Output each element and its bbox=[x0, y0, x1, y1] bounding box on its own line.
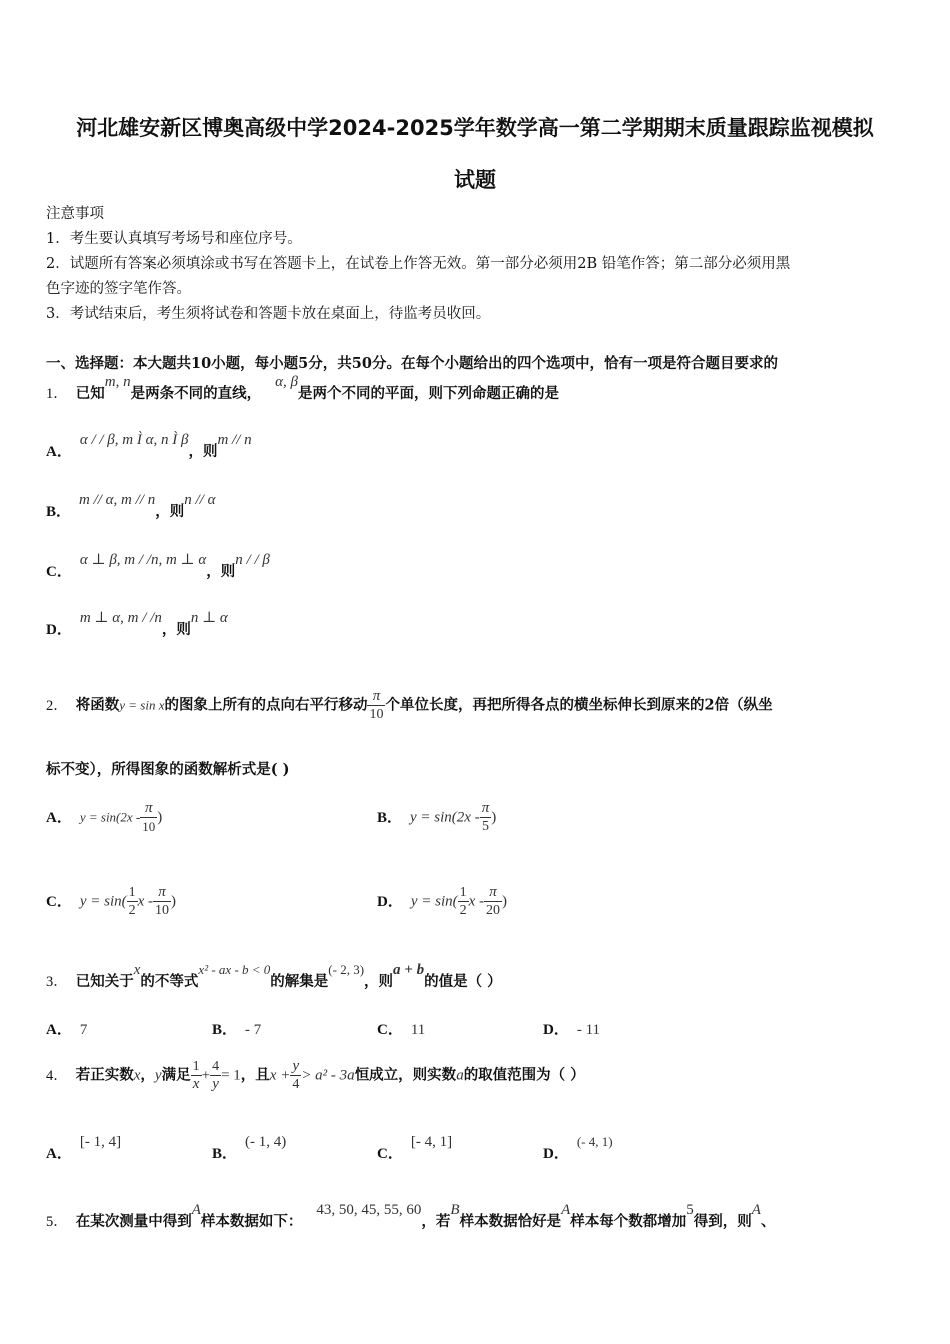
question-text: 是两条不同的直线， bbox=[130, 385, 262, 402]
math-fraction bbox=[458, 884, 469, 919]
question-text: 、 bbox=[760, 1213, 776, 1230]
q3-option-a[interactable] bbox=[46, 1018, 87, 1039]
option-label: C． bbox=[377, 1146, 403, 1162]
math-fraction bbox=[153, 884, 171, 919]
note-item-1: 1．考生要认真填写考场号和座位序号。 bbox=[46, 231, 302, 247]
question-number: 5． bbox=[46, 1214, 68, 1230]
math-expr: ) bbox=[491, 809, 497, 826]
question-text: ，且 bbox=[240, 1066, 270, 1084]
q2-option-d[interactable] bbox=[377, 884, 507, 919]
math-expr: x² - ax - b < 0 bbox=[198, 962, 271, 977]
option-label: D． bbox=[543, 1146, 569, 1162]
question-text: 的图象上所有的点向右平行移动 bbox=[164, 696, 368, 714]
math-expr: = 1 bbox=[221, 1067, 241, 1084]
math-expr: 5 bbox=[686, 1202, 694, 1218]
question-text: ，若 bbox=[421, 1213, 451, 1230]
math-expr: x - bbox=[468, 893, 485, 910]
question-text: 是两个不同的平面，则下列命题正确的是 bbox=[297, 385, 559, 402]
option-label: A． bbox=[46, 809, 72, 826]
fraction-denominator: 10 bbox=[142, 819, 156, 834]
fraction-numerator: y bbox=[290, 1058, 301, 1076]
math-fraction bbox=[484, 884, 502, 919]
math-expr: n / / β bbox=[235, 552, 270, 568]
option-label: D． bbox=[46, 622, 72, 638]
fraction-denominator: 10 bbox=[369, 707, 384, 722]
option-value: - 11 bbox=[576, 1022, 601, 1038]
option-value: 7 bbox=[79, 1022, 88, 1038]
option-label: A． bbox=[46, 1022, 72, 1038]
q4-option-a[interactable] bbox=[46, 1134, 122, 1163]
fraction-numerator: 1 bbox=[192, 1059, 200, 1074]
option-label: B． bbox=[212, 1146, 238, 1162]
note-item-2: 2．试题所有答案必须填涂或书写在答题卡上，在试卷上作答无效。第一部分必须用2B 铅笔作答；第二部分必须用黑 bbox=[46, 256, 791, 272]
math-fraction bbox=[210, 1058, 221, 1093]
question-4 bbox=[46, 1058, 585, 1093]
question-text: 的解集是 bbox=[270, 973, 329, 990]
math-expr: n ⊥ α bbox=[190, 610, 228, 626]
q1-option-a[interactable] bbox=[46, 432, 252, 461]
fraction-numerator: π bbox=[481, 800, 490, 816]
math-expr: m // α, m // n bbox=[79, 492, 156, 508]
fraction-numerator: π bbox=[140, 800, 157, 818]
math-expr: ) bbox=[171, 893, 177, 910]
question-text: 个单位长度，再把所得各点的横坐标伸长到原来的2倍（纵坐 bbox=[385, 696, 773, 714]
question-text: ，则 bbox=[364, 973, 394, 990]
fraction-denominator: y bbox=[212, 1076, 219, 1092]
question-2 bbox=[46, 688, 773, 723]
math-expr: x bbox=[133, 962, 141, 978]
option-text: ，则 bbox=[188, 443, 218, 460]
option-label: C． bbox=[46, 893, 72, 910]
q1-option-d[interactable] bbox=[46, 610, 228, 639]
q4-option-c[interactable] bbox=[377, 1134, 453, 1163]
math-expr: A bbox=[191, 1202, 201, 1218]
option-value: (- 4, 1) bbox=[576, 1134, 613, 1149]
math-expr: > a² - 3a bbox=[301, 1067, 355, 1084]
math-expr: y = sin( bbox=[79, 893, 127, 910]
notes-heading: 注意事项 bbox=[46, 206, 104, 222]
question-text: 将函数 bbox=[75, 696, 120, 714]
q2-option-a[interactable] bbox=[46, 800, 162, 835]
question-3 bbox=[46, 962, 502, 991]
math-fraction bbox=[127, 884, 138, 919]
option-label: C． bbox=[46, 564, 72, 580]
fraction-denominator: x bbox=[192, 1076, 200, 1092]
option-label: B． bbox=[212, 1022, 238, 1038]
math-expr: + bbox=[201, 1067, 211, 1084]
fraction-denominator: 4 bbox=[292, 1077, 300, 1092]
question-text: 已知关于 bbox=[75, 973, 134, 990]
math-expr: x bbox=[133, 1067, 141, 1084]
option-value: [- 4, 1] bbox=[410, 1134, 453, 1150]
question-number: 1． bbox=[46, 386, 68, 402]
math-fraction bbox=[367, 688, 385, 723]
math-expr: α ⊥ β, m / /n, m ⊥ α bbox=[79, 552, 207, 568]
math-expr: ) bbox=[157, 809, 163, 826]
option-label: A． bbox=[46, 1146, 72, 1162]
q1-option-b[interactable] bbox=[46, 492, 216, 521]
math-expr: B bbox=[450, 1202, 460, 1218]
option-label: B． bbox=[46, 504, 72, 520]
math-expr: ) bbox=[502, 893, 508, 910]
math-expr: x - bbox=[137, 893, 154, 910]
question-text: ， bbox=[140, 1066, 155, 1084]
fraction-numerator: 4 bbox=[212, 1059, 220, 1074]
fraction-numerator: π bbox=[484, 884, 502, 902]
q1-option-c[interactable] bbox=[46, 552, 270, 581]
math-expr: y = sin(2x - bbox=[79, 809, 141, 825]
question-number: 3． bbox=[46, 974, 68, 990]
math-expr: A bbox=[751, 1202, 761, 1218]
question-text: 的取值范围为（ ） bbox=[463, 1066, 585, 1084]
question-number: 2． bbox=[46, 697, 68, 714]
question-5 bbox=[46, 1202, 776, 1231]
math-expr: y bbox=[154, 1067, 162, 1084]
math-expr: m // n bbox=[217, 432, 252, 448]
fraction-denominator: 2 bbox=[128, 903, 136, 918]
question-text: 在某次测量中得到 bbox=[75, 1213, 192, 1230]
math-expr: m ⊥ α, m / /n bbox=[79, 610, 162, 626]
option-label: A． bbox=[46, 444, 72, 460]
note-item-3: 3．考试结束后，考生须将试卷和答题卡放在桌面上，待监考员收回。 bbox=[46, 306, 491, 322]
math-expr: a bbox=[456, 1067, 464, 1084]
question-text: 的不等式 bbox=[140, 973, 199, 990]
question-text: 样本数据恰好是 bbox=[459, 1213, 562, 1230]
question-text: 的值是（ ） bbox=[424, 973, 502, 990]
question-text: 满足 bbox=[161, 1066, 191, 1084]
option-text: ，则 bbox=[206, 563, 236, 580]
q2-option-c[interactable] bbox=[46, 884, 176, 919]
option-text: ，则 bbox=[155, 503, 185, 520]
fraction-numerator: π bbox=[367, 688, 385, 706]
option-text: ，则 bbox=[161, 621, 191, 638]
fraction-denominator: 2 bbox=[459, 903, 467, 918]
math-expr: a + b bbox=[393, 962, 425, 978]
math-expr: 43, 50, 45, 55, 60 bbox=[316, 1202, 422, 1218]
option-label: D． bbox=[377, 893, 403, 910]
math-expr: y = sin x bbox=[119, 697, 165, 713]
question-text: 样本数据如下： bbox=[200, 1213, 303, 1230]
option-value: [- 1, 4] bbox=[79, 1134, 122, 1150]
fraction-denominator: 5 bbox=[481, 819, 489, 834]
q3-option-b[interactable] bbox=[212, 1018, 261, 1039]
fraction-denominator: 10 bbox=[155, 903, 170, 918]
exam-title-line2: 试题 bbox=[454, 168, 496, 192]
math-expr: A bbox=[561, 1202, 571, 1218]
q4-option-b[interactable] bbox=[212, 1134, 287, 1163]
fraction-numerator: 1 bbox=[128, 885, 136, 900]
q2-option-b[interactable] bbox=[377, 800, 496, 835]
option-label: B． bbox=[377, 809, 403, 826]
math-expr: y = sin(2x - bbox=[410, 809, 480, 826]
option-label: D． bbox=[543, 1022, 569, 1038]
question-text: 已知 bbox=[75, 385, 105, 402]
math-fraction bbox=[290, 1058, 301, 1093]
fraction-denominator: 20 bbox=[486, 903, 501, 918]
option-value: (- 1, 4) bbox=[245, 1134, 287, 1150]
math-fraction bbox=[480, 800, 492, 835]
q4-option-d[interactable] bbox=[543, 1134, 613, 1163]
math-expr: m, n bbox=[104, 374, 131, 390]
option-label: C． bbox=[377, 1022, 403, 1038]
question-text: 得到，则 bbox=[693, 1213, 752, 1230]
q3-option-d[interactable] bbox=[543, 1018, 600, 1039]
question-number: 4． bbox=[46, 1067, 68, 1084]
section-heading: 一、选择题：本大题共10小题，每小题5分，共50分。在每个小题给出的四个选项中，恰有一项是符合题目要求的 bbox=[46, 355, 778, 372]
question-text: 样本每个数都增加 bbox=[570, 1213, 687, 1230]
math-expr: α, β bbox=[275, 374, 298, 390]
option-value: - 7 bbox=[245, 1022, 262, 1038]
note-item-2-cont: 色字迹的签字笔作答。 bbox=[46, 281, 191, 297]
exam-title-line1: 河北雄安新区博奥高级中学2024-2025学年数学高一第二学期期末质量跟踪监视模拟 bbox=[76, 116, 874, 140]
question-text: 若正实数 bbox=[75, 1066, 134, 1084]
fraction-numerator: π bbox=[153, 884, 171, 902]
math-fraction bbox=[191, 1058, 202, 1093]
math-expr: α / / β, m Ì α, n Ì β bbox=[79, 432, 189, 448]
fraction-numerator: 1 bbox=[459, 885, 467, 900]
question-2-cont: 标不变），所得图象的函数解析式是( ) bbox=[46, 761, 290, 778]
math-expr: n // α bbox=[184, 492, 216, 508]
q3-option-c[interactable] bbox=[377, 1018, 425, 1039]
math-expr: y = sin( bbox=[410, 893, 458, 910]
question-text: 恒成立，则实数 bbox=[354, 1066, 457, 1084]
math-expr: (- 2, 3) bbox=[328, 962, 365, 977]
math-fraction bbox=[140, 800, 157, 835]
question-1 bbox=[46, 374, 559, 403]
option-value: 11 bbox=[410, 1022, 426, 1038]
math-expr: x + bbox=[269, 1067, 291, 1084]
